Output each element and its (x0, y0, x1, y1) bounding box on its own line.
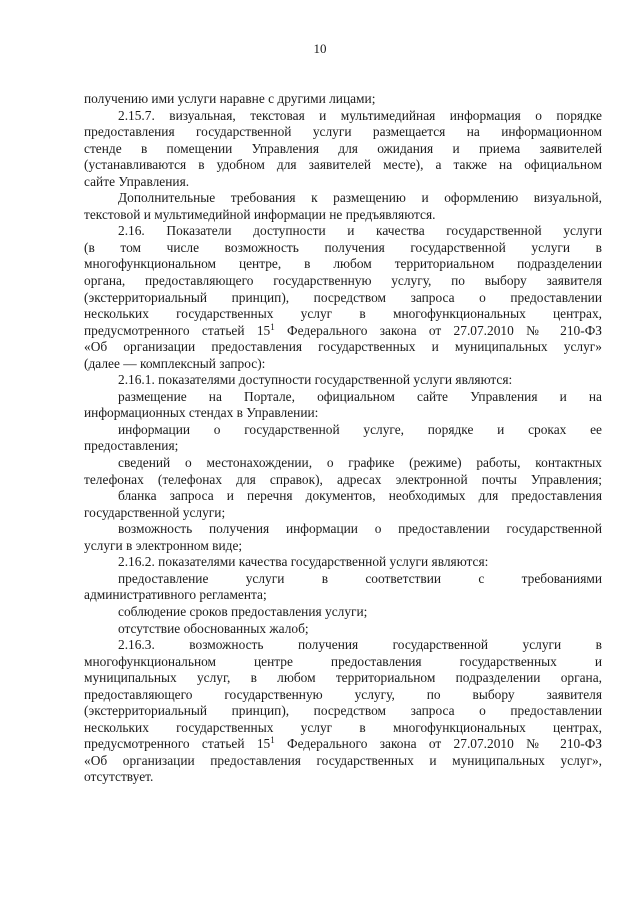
text-line-content: 2.16.1. показателями доступности государственной услуги являются: (118, 372, 513, 388)
text-line (84, 372, 602, 389)
text-line (84, 405, 602, 422)
text-line (84, 472, 602, 489)
text-line-content: (экстерриториальный принцип), посредством запроса о предоставлении (84, 289, 602, 305)
footnote-superscript: 1 (270, 735, 275, 746)
text-line-content: сайте Управления. (84, 173, 190, 189)
document-body (84, 91, 602, 786)
text-line (84, 389, 602, 406)
text-line (84, 670, 602, 687)
text-line (84, 356, 602, 373)
text-line (84, 157, 602, 174)
text-line-content: предоставление услуги в соответствии с требованиями (118, 570, 602, 586)
text-line (84, 753, 602, 770)
text-line-content: стенде в помещении Управления для ожидания и приема заявителей (84, 140, 602, 156)
text-line (84, 323, 602, 340)
text-line-content: «Об организации предоставления государственных и муниципальных услуг» (84, 339, 602, 355)
footnote-superscript: 1 (270, 321, 275, 332)
text-line (84, 538, 602, 555)
text-line (84, 141, 602, 158)
text-line-content: 2.16.2. показателями качества государственной услуги являются: (118, 554, 489, 570)
text-line (84, 521, 602, 538)
text-line-content: органа, предоставляющего государственную услугу, по выбору заявителя (84, 273, 602, 289)
text-line-content: многофункциональном центре предоставления государственных и (84, 653, 602, 669)
text-line-continuation: Федерального закона от 27.07.2010 № 210-ФЗ (274, 322, 602, 338)
text-line (84, 505, 602, 522)
text-line-content: 2.16.3. возможность получения государственной услуги в (118, 637, 602, 653)
text-line-content: телефонах (телефонах для справок), адресах электронной почты Управления; (84, 471, 602, 487)
text-line (84, 290, 602, 307)
text-line (84, 736, 602, 753)
text-line (84, 554, 602, 571)
text-line-content: отсутствие обоснованных жалоб; (118, 620, 309, 636)
text-line-content: 2.16. Показатели доступности и качества государственной услуги (118, 223, 602, 239)
text-line-content: предусмотренного статьей 15 (84, 322, 271, 338)
text-line (84, 621, 602, 638)
text-line-content: нескольких государственных услуг в многофункциональных центрах, (84, 306, 602, 322)
text-line-content: сведений о местонахождении, о графике (режиме) работы, контактных (118, 455, 602, 471)
text-line-content: информации о государственной услуге, порядке и сроках ее (118, 421, 602, 437)
page-number: 10 (313, 41, 327, 56)
text-line (84, 108, 602, 125)
text-line-content: размещение на Портале, официальном сайте Управления и на (118, 388, 602, 404)
text-line (84, 571, 602, 588)
text-line-content: муниципальных услуг, в любом территориальном подразделении органа, (84, 670, 602, 686)
text-line (84, 190, 602, 207)
text-line (84, 124, 602, 141)
text-line (84, 273, 602, 290)
text-line-content: возможность получения информации о предоставлении государственной (118, 521, 602, 537)
text-line (84, 422, 602, 439)
text-line (84, 256, 602, 273)
text-line (84, 604, 602, 621)
text-line (84, 687, 602, 704)
text-line-content: «Об организации предоставления государственных и муниципальных услуг», (84, 752, 602, 768)
text-line-content: нескольких государственных услуг в многофункциональных центрах, (84, 719, 602, 735)
text-line-content: бланка запроса и перечня документов, необходимых для предоставления (118, 488, 602, 504)
text-line-content: соблюдение сроков предоставления услуги; (118, 603, 368, 619)
text-line-content: текстовой и мультимедийной информации не предъявляются. (84, 206, 436, 222)
text-line (84, 455, 602, 472)
text-line-content: многофункциональном центре, в любом территориальном подразделении (84, 256, 602, 272)
text-line (84, 174, 602, 191)
text-line (84, 703, 602, 720)
text-line-content: административного регламента; (84, 587, 267, 603)
text-line-content: 2.15.7. визуальная, текстовая и мультимедийная информация о порядке (118, 107, 602, 123)
text-line (84, 769, 602, 786)
text-line-continuation: Федерального закона от 27.07.2010 № 210-ФЗ (274, 736, 602, 752)
text-line-content: информационных стендах в Управлении: (84, 405, 319, 421)
text-line-content: услуги в электронном виде; (84, 537, 243, 553)
text-line-content: государственной услуги; (84, 504, 226, 520)
text-line-content: (далее — комплексный запрос): (84, 355, 266, 371)
text-line-content: (устанавливаются в удобном для заявителей месте), а также на официальном (84, 157, 602, 173)
text-line (84, 654, 602, 671)
text-line (84, 587, 602, 604)
text-line (84, 488, 602, 505)
text-line (84, 223, 602, 240)
text-line-content: получению ими услуги наравне с другими лицами; (84, 91, 376, 106)
text-line-content: (в том числе возможность получения государственной услуги в (84, 239, 602, 255)
text-line-content: предоставления; (84, 438, 179, 454)
text-line (84, 339, 602, 356)
text-line (84, 637, 602, 654)
text-line (84, 91, 602, 108)
text-line-content: предоставления государственной услуги размещается на информационном (84, 124, 602, 140)
text-line (84, 207, 602, 224)
text-line-content: предоставляющего государственную услугу, по выбору заявителя (84, 686, 602, 702)
text-line-content: отсутствует. (84, 769, 154, 785)
text-line-content: предусмотренного статьей 15 (84, 736, 271, 752)
text-line (84, 306, 602, 323)
text-line (84, 240, 602, 257)
text-line (84, 720, 602, 737)
text-line-content: (экстерриториальный принцип), посредством запроса о предоставлении (84, 703, 602, 719)
text-line-content: Дополнительные требования к размещению и оформлению визуальной, (118, 190, 602, 206)
text-line (84, 438, 602, 455)
